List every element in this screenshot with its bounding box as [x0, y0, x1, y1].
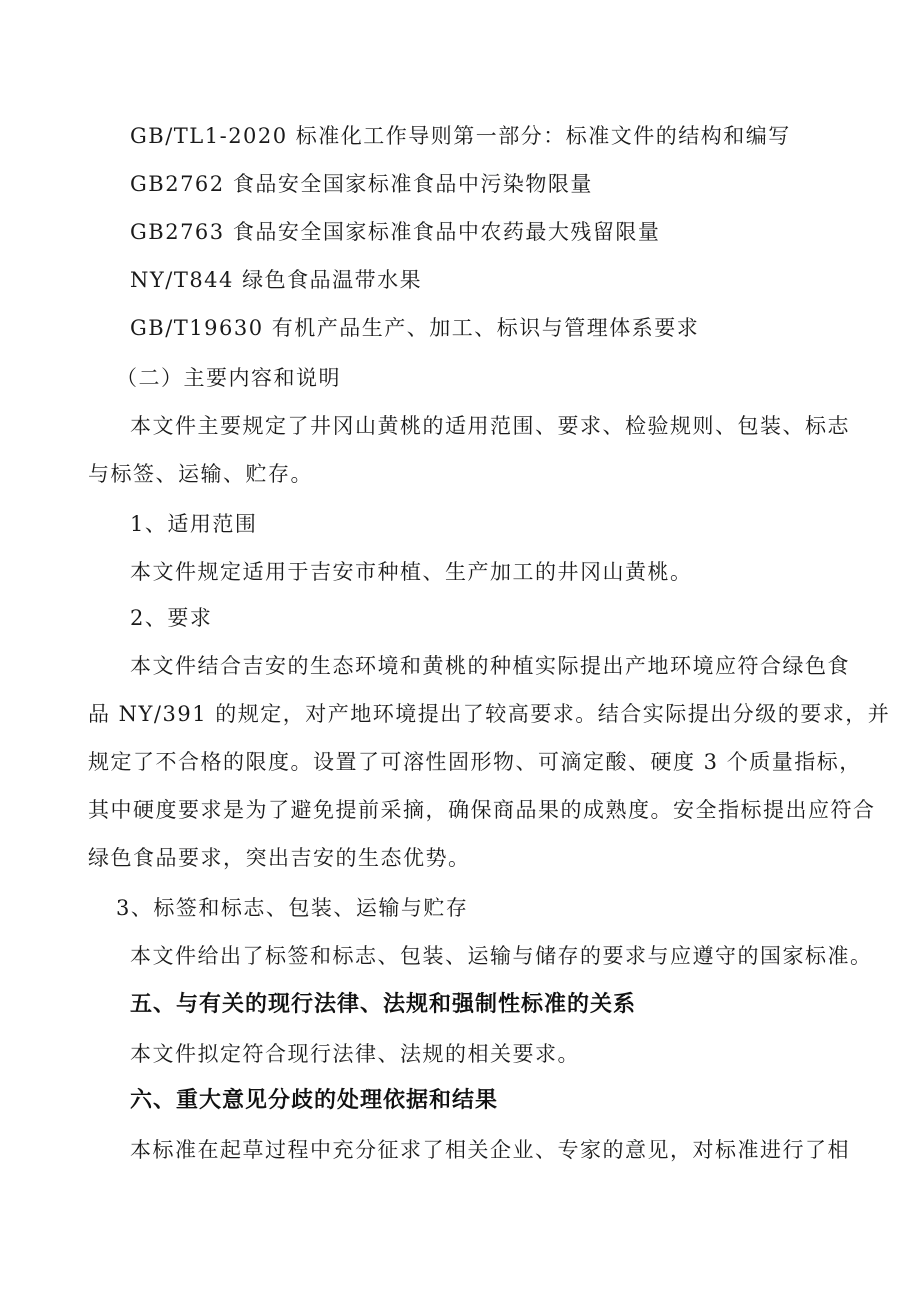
item-1-text: 本文件规定适用于吉安市种植、生产加工的井冈山黄桃。 — [130, 560, 693, 584]
main-intro-line-2: 与标签、运输、贮存。 — [88, 462, 313, 486]
reference-gb2762: GB2762 食品安全国家标准食品中污染物限量 — [130, 172, 593, 196]
item-3-title: 3、标签和标志、包装、运输与贮存 — [116, 896, 469, 920]
item-3-text: 本文件给出了标签和标志、包装、运输与储存的要求与应遵守的国家标准。 — [130, 944, 873, 968]
section-5-text: 本文件拟定符合现行法律、法规的相关要求。 — [130, 1042, 580, 1066]
section-main-title: （二）主要内容和说明 — [116, 366, 341, 390]
item-2-title: 2、要求 — [130, 606, 213, 630]
section-6-heading: 六、重大意见分歧的处理依据和结果 — [130, 1088, 499, 1113]
item-1-title: 1、适用范围 — [130, 512, 258, 536]
item-2-text-line-3: 规定了不合格的限度。设置了可溶性固形物、可滴定酸、硬度 3 个质量指标， — [88, 750, 862, 774]
reference-nyt844: NY/T844 绿色食品温带水果 — [130, 268, 423, 292]
item-2-text-line-1: 本文件结合吉安的生态环境和黄桃的种植实际提出产地环境应符合绿色食 — [130, 654, 850, 678]
reference-gbt1: GB/TL1-2020 标准化工作导则第一部分：标准文件的结构和编写 — [130, 124, 791, 148]
section-5-heading: 五、与有关的现行法律、法规和强制性标准的关系 — [130, 992, 637, 1017]
item-2-text-line-5: 绿色食品要求，突出吉安的生态优势。 — [88, 846, 471, 870]
reference-gbt19630: GB/T19630 有机产品生产、加工、标识与管理体系要求 — [130, 316, 700, 340]
main-intro-line-1: 本文件主要规定了井冈山黄桃的适用范围、要求、检验规则、包装、标志 — [130, 414, 850, 438]
item-2-text-line-4: 其中硬度要求是为了避免提前采摘，确保商品果的成熟度。安全指标提出应符合 — [88, 798, 876, 822]
item-2-text-line-2: 品 NY/391 的规定，对产地环境提出了较高要求。结合实际提出分级的要求，并 — [88, 702, 891, 726]
reference-gb2763: GB2763 食品安全国家标准食品中农药最大残留限量 — [130, 220, 661, 244]
section-6-text: 本标准在起草过程中充分征求了相关企业、专家的意见，对标准进行了相 — [130, 1138, 850, 1162]
